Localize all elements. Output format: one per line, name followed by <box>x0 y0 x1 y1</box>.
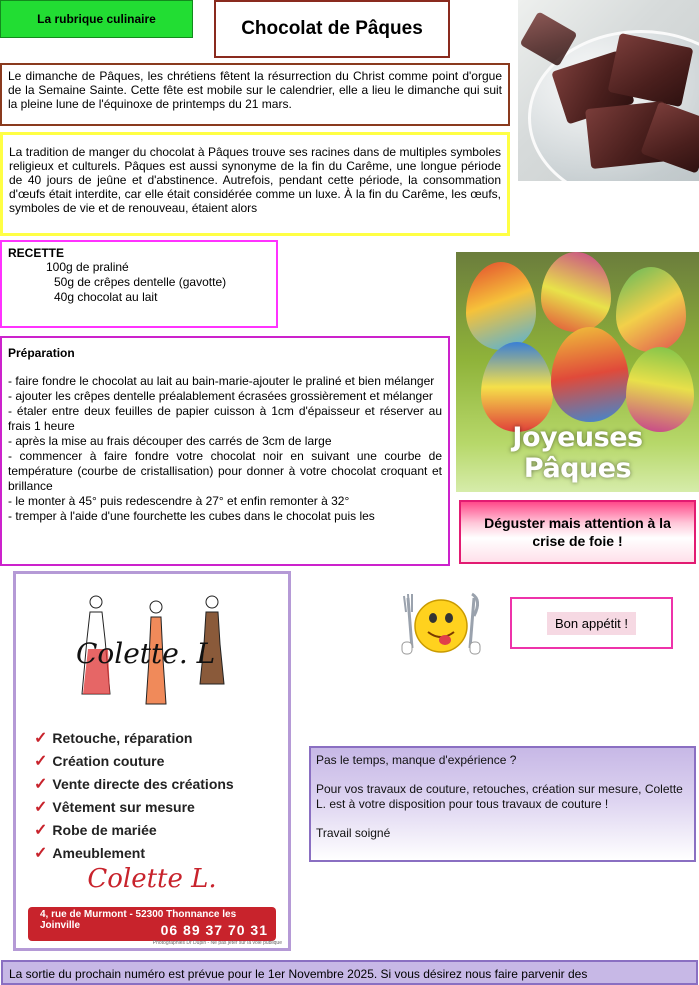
service-text: Vente directe des créations <box>52 776 234 792</box>
couture-quality: Travail soigné <box>316 826 391 840</box>
service-text: Robe de mariée <box>52 822 157 838</box>
rubrique-label <box>0 0 193 38</box>
next-issue-notice <box>1 960 698 985</box>
preparation-box <box>0 336 450 566</box>
service-text: Création couture <box>52 753 165 769</box>
next-issue-text: La sortie du prochain numéro est prévue pour le 1er Novembre 2025. Si vous désirez nous faire parvenir des <box>9 967 588 981</box>
service-item <box>34 728 192 748</box>
ad-footer-note: Photographies Dr Dupin - Ne pas jeter sur la voie publique <box>152 940 282 946</box>
preparation-step: - étaler entre deux feuilles de papier cuisson à 1cm d'épaisseur et réserver au frais 1 heure <box>8 404 442 433</box>
check-icon: ✓ <box>34 730 48 747</box>
check-icon: ✓ <box>34 845 48 862</box>
couture-info-box <box>309 746 696 862</box>
preparation-step: - tremper à l'aide d'une fourchette les cubes dans le chocolat puis les <box>8 509 375 523</box>
couture-offer: Pour vos travaux de couture, retouches, création sur mesure, Colette L. est à votre disposition pour tous travaux de couture ! <box>316 782 683 811</box>
article-title <box>214 0 450 58</box>
egg-shape <box>466 262 536 350</box>
egg-shape <box>541 252 611 332</box>
easter-eggs-photo <box>456 252 699 492</box>
service-item <box>34 843 145 863</box>
ingredient-item: 40g chocolat au lait <box>54 290 158 304</box>
check-icon: ✓ <box>34 799 48 816</box>
check-icon: ✓ <box>34 822 48 839</box>
contact-band <box>28 907 276 941</box>
service-item <box>34 774 234 794</box>
preparation-step: - le monter à 45° puis redescendre à 27° et enfin remonter à 32° <box>8 494 350 508</box>
intro-text: Le dimanche de Pâques, les chrétiens fêtent la résurrection du Christ comme point d'orgue de la Semaine Sainte. Cette fête est mobile sur le calendrier, elle a lieu le dimanche qui suit la pleine lune de l'équinoxe de printemps du 21 mars. <box>8 69 502 111</box>
chocolate-photo <box>518 0 699 181</box>
recipe-title: RECETTE <box>8 246 65 260</box>
egg-shape <box>626 347 694 432</box>
preparation-step: - faire fondre le chocolat au lait au bain-marie-ajouter le praliné et bien mélanger <box>8 374 435 388</box>
egg-shape <box>551 327 629 422</box>
deguster-callout <box>459 500 696 564</box>
hungry-smiley-icon <box>398 590 484 660</box>
ingredient-item: 50g de crêpes dentelle (gavotte) <box>54 275 227 289</box>
tradition-paragraph <box>0 132 510 236</box>
bon-appetit-box <box>510 597 673 649</box>
rubrique-text: La rubrique culinaire <box>37 12 156 26</box>
ingredient-item: 100g de praliné <box>46 260 129 274</box>
address-text: 4, rue de Murmont - 52300 Thonnance les Joinville <box>40 909 237 931</box>
service-item <box>34 751 164 771</box>
preparation-title: Préparation <box>8 346 75 360</box>
egg-shape <box>481 342 553 432</box>
joyeuses-paques-caption: Joyeuses Pâques <box>512 422 643 484</box>
colette-logo: Colette. L <box>76 637 216 670</box>
check-icon: ✓ <box>34 776 48 793</box>
bon-appetit-text: Bon appétit ! <box>547 612 636 635</box>
service-text: Ameublement <box>52 845 145 861</box>
service-text: Retouche, réparation <box>52 730 193 746</box>
preparation-step: - après la mise au frais découper des carrés de 3cm de large <box>8 434 332 448</box>
preparation-step: - ajouter les crêpes dentelle préalablement écrasées grossièrement et mélanger <box>8 389 433 403</box>
article-title-text: Chocolat de Pâques <box>241 18 423 39</box>
tradition-text: La tradition de manger du chocolat à Pâques trouve ses racines dans de multiples symboles religieux et culturels. Pâques est aussi synonyme de la fin du Carême, une longue période de 40 jours de jeûne et d'abstinence. Autrefois, pendant cette période, la consommation d'œufs était interdite, car elle était considérée comme un luxe. À la fin du Carême, les œufs, symboles de vie et de renouveau, étaient alors <box>9 145 501 215</box>
service-item <box>34 797 195 817</box>
phone-number: 06 89 37 70 31 <box>160 922 268 938</box>
colette-advertisement <box>13 571 291 951</box>
colette-signature: Colette L. <box>87 864 217 894</box>
check-icon: ✓ <box>34 753 48 770</box>
egg-shape <box>616 267 686 352</box>
couture-question: Pas le temps, manque d'expérience ? <box>316 753 517 767</box>
preparation-step: - commencer à faire fondre votre chocolat noir en suivant une courbe de température (courbe de cristallisation) pour donner à votre chocolat croquant et brillance <box>8 449 442 493</box>
intro-paragraph <box>0 63 510 126</box>
deguster-text: Déguster mais attention à la crise de foie ! <box>484 515 671 549</box>
service-text: Vêtement sur mesure <box>52 799 195 815</box>
recipe-ingredients-box <box>0 240 278 328</box>
service-item <box>34 820 157 840</box>
